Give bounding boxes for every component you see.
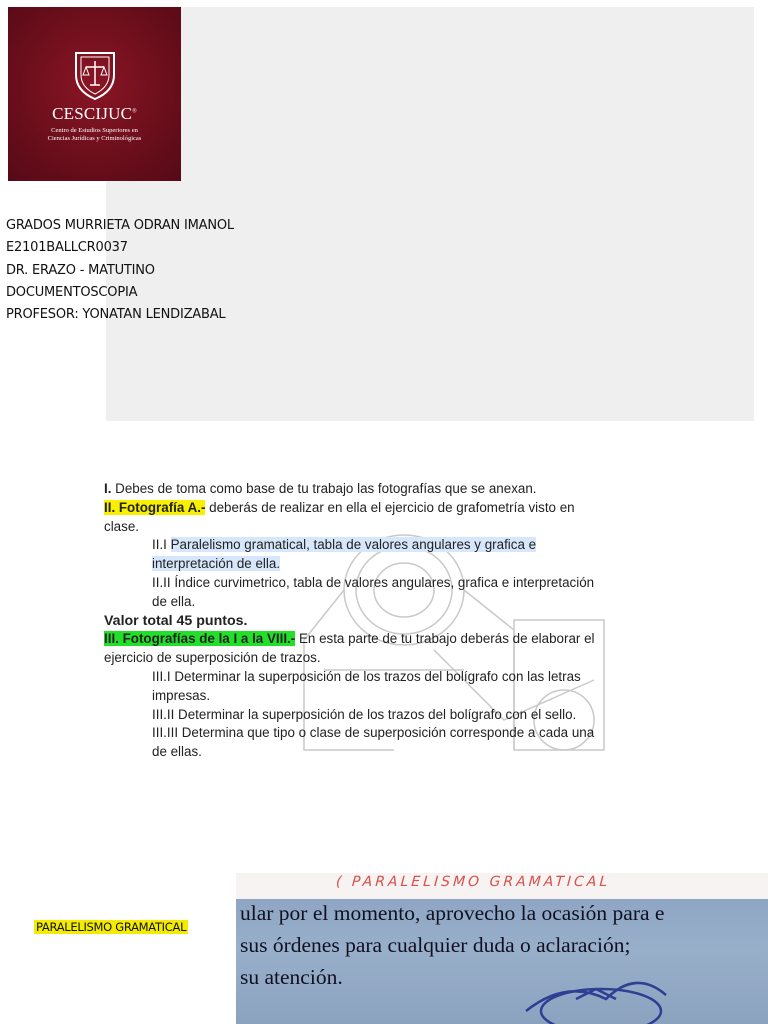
instruction-line: impresas. [152,687,211,703]
shield-emblem-icon [72,49,118,101]
total-value-line: Valor total 45 puntos. [104,612,248,629]
instruction-line: de ellas. [152,744,202,760]
subject: DOCUMENTOSCOPIA [6,284,138,300]
instruction-line: ejercicio de superposición de trazos. [104,650,321,666]
logo-name: CESCIJUC® [52,104,137,123]
photo-text-line: su atención. [240,965,343,989]
instruction-line: de ella. [152,593,196,609]
cescijuc-logo [8,7,181,181]
handwritten-annotation: ( PARALELISMO GRAMATICAL [335,874,611,890]
photo-text-line: ular por el momento, aprovecho la ocasión para e [240,901,665,925]
assignment-instructions-image [104,480,660,767]
group-info: DR. ERAZO - MATUTINO [6,262,155,278]
instruction-line: interpretación de ella. [152,556,281,572]
photo-text-line: sus órdenes para cualquier duda o aclaración; [240,933,631,957]
paralelismo-label: PARALELISMO GRAMATICAL [36,920,187,934]
professor: PROFESOR: YONATAN LENDIZABAL [6,307,226,323]
instruction-line: III.I Determinar la superposición de los trazos del bolígrafo con las letras [152,668,581,684]
header-background-panel [106,7,754,421]
instruction-line: II.II Índice curvimetrico, tabla de valores angulares, grafica e interpretación [152,574,595,590]
instruction-line: III.III Determina que tipo o clase de superposición corresponde a cada una [152,725,595,741]
instruction-line: III.II Determinar la superposición de los trazos del bolígrafo con el sello. [152,706,577,722]
instruction-line: II.I Paralelismo gramatical, tabla de valores angulares y grafica e [152,537,537,553]
photo-header-strip [236,873,768,899]
document-photo [236,873,768,1024]
photo-paper [236,899,768,1024]
instruction-line: II. Fotografía A.- deberás de realizar en ella el ejercicio de grafometría visto en [104,499,575,515]
student-info [6,215,234,326]
student-id: E2101BALLCR0037 [6,240,128,256]
instruction-line: III. Fotografías de la I a la VIII.- En esta parte de tu trabajo deberás de elaborar el [104,631,595,647]
instruction-line: clase. [104,518,139,534]
student-name: GRADOS MURRIETA ODRAN IMANOL [6,218,234,233]
logo-subtitle: Centro de Estudios Superiores en Ciencias Jurídicas y Criminológicas [47,127,142,142]
instruction-line: I. Debes de toma como base de tu trabajo las fotografías que se anexan. [104,481,537,496]
